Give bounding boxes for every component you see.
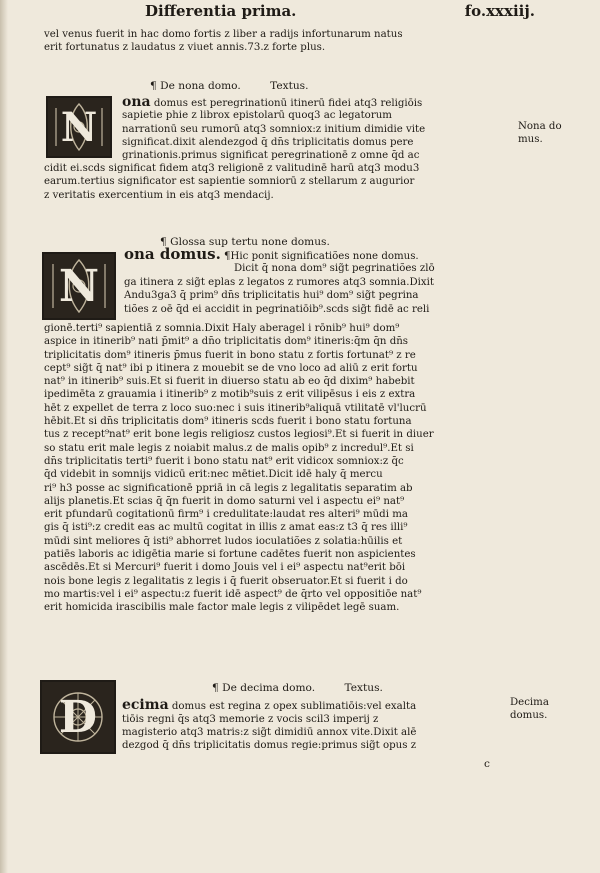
running-header <box>145 2 535 24</box>
text-line: cidit ei.scd̄s significat fidem atq3 religionē z valitudinē harū atq3 modu3 <box>44 163 420 174</box>
intro-line: vel venus fuerit in hac domo fortis z liber a radijs infortunarum natus <box>44 29 403 40</box>
margin-line: mus. <box>518 134 543 146</box>
glossa-lead <box>124 246 419 262</box>
pilcrow-icon: ¶ <box>150 80 157 92</box>
margin-line: domus. <box>510 710 548 722</box>
nona-text-short <box>122 96 425 162</box>
text-line: nat⁹ in itinerib⁹ suis.Et si fuerit in diuerso statu ab eo q̄d dixim⁹ habebit <box>44 376 415 388</box>
text-line: dn̄s triplicitatis terti⁹ fuerit i bono statu nat⁹ erit vidicox somniox:z q̄c <box>44 455 404 467</box>
pilcrow-icon: ¶ <box>224 251 231 262</box>
section-title-nona <box>150 80 308 93</box>
text-line: Dicit q̄ nona dom⁹ sig̃t pegrinatiões zlō <box>234 263 435 274</box>
textus-label: Textus. <box>344 682 383 694</box>
folio-number: fo.xxxiij. <box>464 2 535 20</box>
text-line: hēbit.Et si dn̄s triplicitatis dom⁹ itineris scd̄s fuerit i bono statu fortuna <box>44 416 412 428</box>
glossa-text-short <box>124 276 434 316</box>
text-line: alijs planetis.Et scias q̄ q̄n fuerit in domo saturni vel i aspectu ei⁹ nat⁹ <box>44 495 405 507</box>
decima-text-cont <box>122 726 416 753</box>
text-line: narrationū seu rumorū atq3 somniox:z initium dimidie vite <box>122 123 426 135</box>
textus-label: Textus. <box>270 80 309 92</box>
section-title: Glossa sup tertu none domus. <box>170 236 330 248</box>
text-line: cept⁹ sig̃t q̄ nat⁹ ibi p itinera z mouebit se de vno loco ad aliū z erit fortu <box>44 362 418 374</box>
text-line: aspice in itinerib⁹ nati p̄mit⁹ a dn̄o triplicitatis dom⁹ itineris:q̄m q̄n dn̄s <box>44 336 409 348</box>
text-line: grinationis.primus significat peregrinationē z omne q̄d ac <box>122 150 420 162</box>
text-line: erit pfundarū cogitationū firm⁹ i credulitate:laudat res alteri⁹ mūdi ma <box>44 509 408 521</box>
text-line <box>124 246 419 262</box>
initial-letter: N <box>60 103 98 151</box>
text-line: gis q̄ isti⁹:z credit eas ac multū cogitat in illis z amat eas:z t3 q̄ res illi⁹ <box>44 522 408 534</box>
text-line: patiēs laboris ac idigētia marie si fortune cadētes fuerit non aspicientes <box>44 549 416 561</box>
text-line <box>122 96 425 109</box>
pilcrow-icon: ¶ <box>160 236 167 248</box>
running-heading: Differentia prima. <box>145 2 297 20</box>
text-line-content: Hic ponit significatiões none domus. <box>230 251 419 262</box>
text-line: z veritatis exercentium in eis atq3 mendacij. <box>44 189 274 201</box>
initial-letter: D <box>58 691 98 743</box>
lead-word: ona <box>122 96 151 110</box>
text-line: nois bone legis z legalitatis z legis i q̄ fuerit obseruator.Et si fuerit i do <box>44 575 408 587</box>
text-line: gionē.terti⁹ sapientiā z somnia.Dixit Haly aberagel i rōnib⁹ hui⁹ dom⁹ <box>44 323 400 334</box>
catchword-signature: c <box>484 758 490 770</box>
text-line: ascēdēs.Et si Mercuri⁹ fuerit i domo Jouis vel i ei⁹ aspectu nat⁹erit bōi <box>44 562 406 574</box>
text-line: tus z recept⁹nat⁹ erit bone legis religiosz custos legiosi⁹.Et si fuerit in diuer <box>44 429 434 441</box>
page-gutter-shadow <box>0 0 8 873</box>
glossa-line-2 <box>234 262 435 275</box>
text-line: Andu3ga3 q̄ prim⁹ dn̄s triplicitatis hui⁹ dom⁹ sig̃t pegrina <box>124 290 419 302</box>
margin-note-nona <box>518 120 562 147</box>
text-line: mo martis:vel i ei⁹ aspectu:z fuerit idē aspect⁹ de q̄rto vel oppositiōe nat⁹ <box>44 588 422 600</box>
glossa-text-full <box>44 322 434 615</box>
decorated-initial-n-glossa <box>42 252 116 320</box>
margin-line: Decima <box>510 697 549 708</box>
intro-paragraph <box>44 28 403 55</box>
nona-text-full <box>44 162 419 202</box>
text-line-content: domus est peregrinationū itinerū fidei atq3 religiōis <box>153 98 423 109</box>
margin-note-decima <box>510 696 549 723</box>
text-line: ri⁹ h3 posse ac significationē ppriā in cā legis z legalitatis separatim ab <box>44 482 413 494</box>
text-line: erit homicida irascibilis male factor male legis z vilipēdet legē suam. <box>44 602 400 614</box>
section-title-decima <box>212 682 383 695</box>
initial-letter: N <box>58 260 100 312</box>
lead-word: ona domus. <box>124 246 221 262</box>
text-line: dezgod q̄ dn̄s triplicitatis domus regie:primus sig̃t opus z <box>122 740 417 752</box>
text-line: ipedimēta z grauamia i itinerib⁹ z motib⁹suis z erit vilipēsus i eis z extra <box>44 389 416 401</box>
lead-word: ecima <box>122 698 169 713</box>
pilcrow-icon: ¶ <box>212 682 219 694</box>
text-line <box>122 698 416 713</box>
text-line: q̄d videbit in somnijs vidicū erit:nec mētiet.Dicit idē haly q̄ mercu <box>44 469 383 481</box>
text-line: magisterio atq3 matris:z sig̃t dimidiū annox vite.Dixit alē <box>122 727 417 738</box>
text-line: mūdi sint meliores q̄ isti⁹ abhorret ludos ioculatiões z solatia:hūilis et <box>44 535 403 547</box>
decima-text <box>122 698 416 726</box>
margin-line: Nona do <box>518 121 562 132</box>
text-line: earum.tertius significator est sapientie somniorū z stellarum z augurior <box>44 176 415 188</box>
text-line: tiōis regni q̄s atq3 memorie z vocis scil3 imperij z <box>122 714 379 725</box>
decorated-initial-n <box>46 96 112 158</box>
text-line-content: domus est regina z opex sublimatiōis:vel exalta <box>171 701 417 712</box>
section-title: De nona domo. <box>160 80 241 92</box>
text-line: tiões z oē q̄d ei accidit in pegrinatiōib⁹.scd̄s sig̃t fidē ac reli <box>124 303 430 315</box>
decorated-initial-d <box>40 680 116 754</box>
text-line: significat.dixit alendezgod q̄ dn̄s triplicitatis domus pere <box>122 136 414 148</box>
text-line: hēt z expellet de terra z loco suo:nec i suis itinerib⁹aliquā vtilitatē vl'lucrū <box>44 402 427 414</box>
text-line: ga itinera z sig̃t epl̄as z legatos z rumores atq3 somnia.Dixit <box>124 277 434 288</box>
text-line: sapietie phie z librox epistolarū quoq3 ac legatorum <box>122 110 392 122</box>
text-line: so statu erit male legis z noiabit malus.z de malis opib⁹ z incredul⁹.Et si <box>44 442 414 454</box>
text-line: triplicitatis dom⁹ itineris p̄mus fuerit in bono statu z fortis fortunat⁹ z re <box>44 349 416 361</box>
intro-line: erit fortunatus z laudatus z viuet annis.73.z forte plus. <box>44 42 326 54</box>
section-title: De decima domo. <box>222 682 316 694</box>
